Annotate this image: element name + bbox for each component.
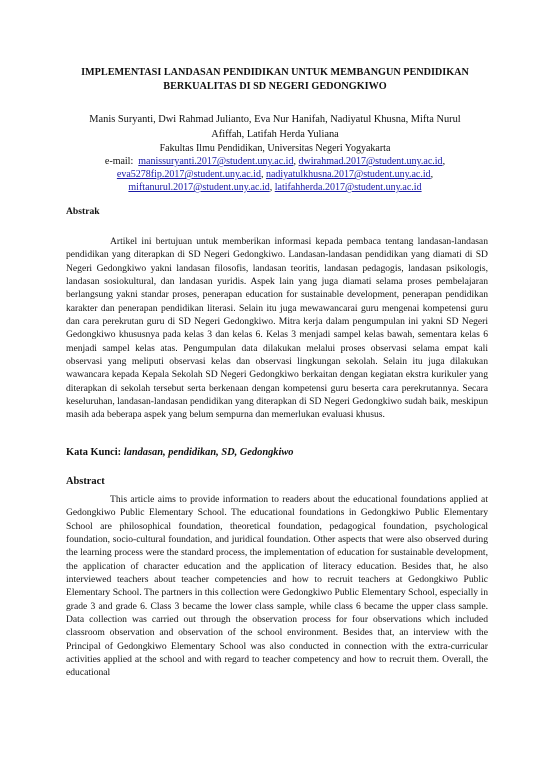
email-block [56, 155, 494, 194]
email-label: e-mail: [104, 156, 134, 167]
email-link[interactable]: nadiyatulkhusna.2017@student.uny.ac.id [265, 169, 431, 180]
email-link[interactable]: miftanurul.2017@student.uny.ac.id [128, 182, 270, 193]
abstract-body: This article aims to provide information to readers about the educational foundations applied at Gedongkiwo Public Elementary School. The educational foundations in Gedongkiwo Public Elementary School are philosophical foundation, theoretical foundation, pedagogical foundation, psychological foundation, socio-cultural foundation, and juridical foundation. Other aspects that were also observed during the learning process were the standard process, the implementation of education for sustainable development, the application of character education and the application of literacy education. Besides that, he also interviewed teachers about teacher competencies and how to recruit teachers at Gedongkiwo Public Elementary School. The partners in this collection were Gedongkiwo Public Elementary School, especially in grade 3 and grade 6. Class 3 became the lower class sample, while class 6 became the upper class sample. Data collection was carried out through the observation process for four observations which included classroom observation and observation of the school environment. Besides that, an interview with the Principal of Gedongkiwo Elementary School was also conducted in connection with the extra-curricular activities applied at the school and with regard to teacher competency and how to recruit them. Overall, the educational [66, 494, 488, 679]
title-line-2: BERKUALITAS DI SD NEGERI GEDONGKIWO [163, 81, 387, 92]
abstract-heading: Abstract [66, 476, 105, 487]
email-link[interactable]: dwirahmad.2017@student.uny.ac.id [298, 156, 443, 167]
email-link[interactable]: manissuryanti.2017@student.uny.ac.id [138, 156, 294, 167]
author-list [56, 113, 494, 142]
email-line-3: miftanurul.2017@student.uny.ac.id, latifahherda.2017@student.uny.ac.id [128, 182, 422, 193]
abstrak-body: Artikel ini bertujuan untuk memberikan informasi kepada pembaca tentang landasan-landasan pendidikan yang diterapkan di SD Negeri Gedongkiwo. Landasan-landasan pendidikan yang diamati di SD Negeri Gedongkiwo yakni landasan filosofis, landasan teoritis, landasan pedagogis, landasan psikologis, landasan sosiokultural, dan landasan yuridis. Aspek lain yang juga diamati selama proses pembelajaran berlangsung yakni standar proses, penerapan education for sustainable development, penerapan pendidikan karakter dan penerapan pendidikan literasi. Selain itu juga mewawancarai guru mengenai kompetensi guru dan cara perekrutan guru di SD Negeri Gedongkiwo. Mitra kerja dalam pengumpulan ini yakni SD Negeri Gedongkiwo khususnya pada kelas 3 dan kelas 6. Kelas 3 menjadi sampel kelas bawah, sementara kelas 6 menjadi sampel kelas atas. Pengumpulan data dilakukan melalui proses observasi selama empat kali observasi yang meliputi observasi kelas dan observasi lingkungan sekolah. Selain itu juga dilakukan wawancara kepada Kepala Sekolah SD Negeri Gedongkiwo berkaitan dengan kegiatan ekstra kurikuler yang diterapkan di sekolah tersebut serta berkenaan dengan kompetensi guru beserta cara perekrutannya. Secara keseluruhan, landasan-landasan pendidikan yang diterapkan di SD Negeri Gedongkiwo sudah baik, meskipun masih ada beberapa aspek yang belum sempurna dan memerlukan evaluasi khusus. [66, 236, 488, 421]
keywords-values: landasan, pendidikan, SD, Gedongkiwo [123, 447, 294, 458]
keywords-label: Kata Kunci: [66, 447, 122, 458]
email-link[interactable]: eva5278fip.2017@student.uny.ac.id [116, 169, 261, 180]
paper-title [60, 66, 490, 94]
authors-line-2: Afiffah, Latifah Herda Yuliana [211, 128, 339, 140]
title-line-1: IMPLEMENTASI LANDASAN PENDIDIKAN UNTUK MEMBANGUN PENDIDIKAN [81, 67, 469, 78]
affiliation: Fakultas Ilmu Pendidikan, Universitas Negeri Yogyakarta [159, 143, 391, 154]
email-line-1: e-mail: manissuryanti.2017@student.uny.ac.id, dwirahmad.2017@student.uny.ac.id, [104, 156, 446, 167]
email-line-2: eva5278fip.2017@student.uny.ac.id, nadiyatulkhusna.2017@student.uny.ac.id, [116, 169, 434, 180]
authors-line-1: Manis Suryanti, Dwi Rahmad Julianto, Eva Nur Hanifah, Nadiyatul Khusna, Mifta Nurul [89, 114, 461, 125]
email-link[interactable]: latifahherda.2017@student.uny.ac.id [274, 182, 422, 193]
keywords [66, 447, 294, 458]
abstrak-heading: Abstrak [66, 206, 100, 217]
